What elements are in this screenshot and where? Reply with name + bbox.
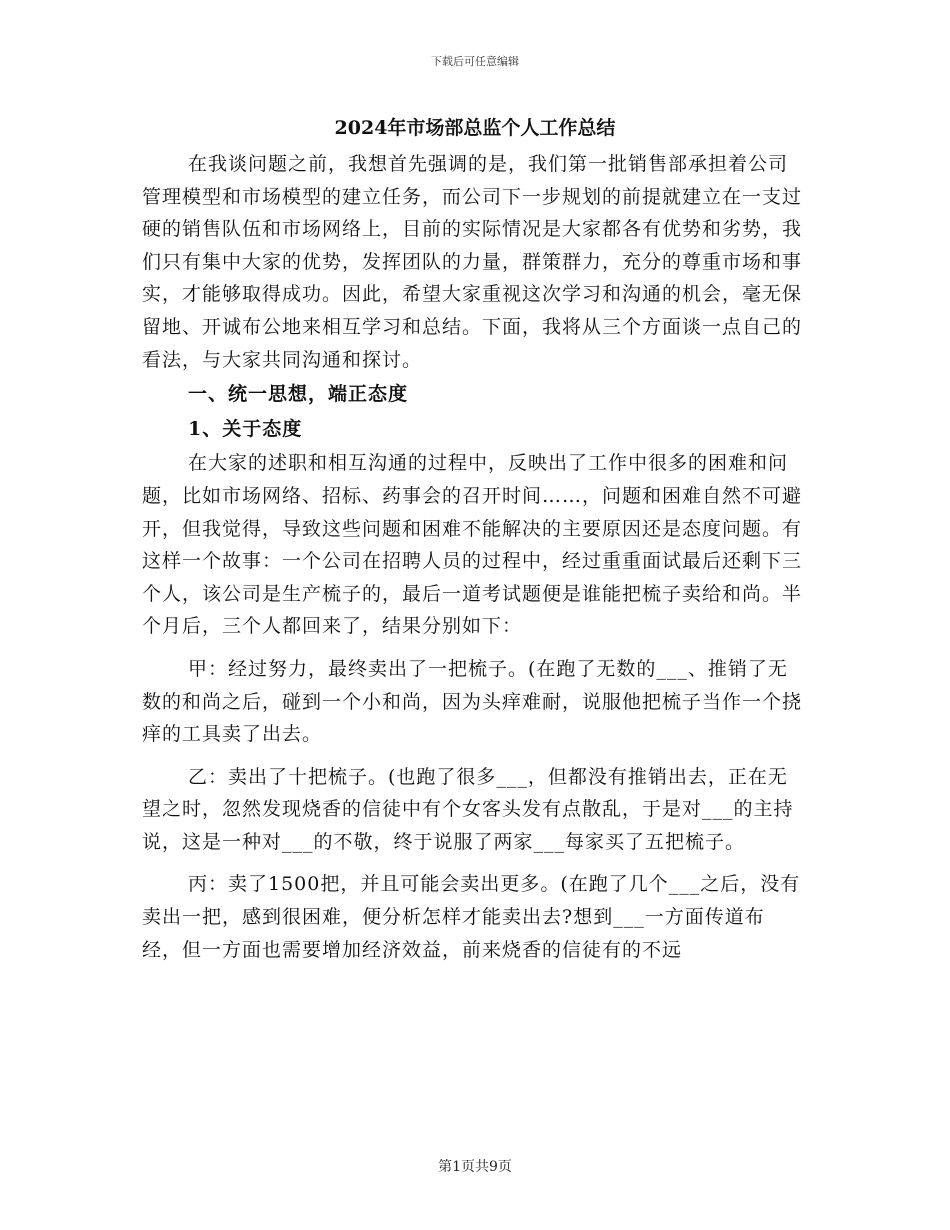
subsection-heading: 1、关于态度: [188, 417, 303, 440]
header-note: 下载后可任意编辑: [431, 55, 519, 68]
paragraph-person-c: 丙：卖了1500把，并且可能会卖出更多。(在跑了几个___之后，没有卖出一把，感到很困难，便分析怎样才能卖出去?想到___一方面传道布经，但一方面也需要增加经济效益，前来烧香的信徒有的不远: [142, 873, 801, 961]
paragraph-person-a: 甲：经过努力，最终卖出了一把梳子。(在跑了无数的___、推销了无数的和尚之后，碰到一个小和尚，因为头痒难耐，说服他把梳子当作一个挠痒的工具卖了出去。: [142, 657, 803, 746]
paragraph-attitude: 在大家的述职和相互沟通的过程中，反映出了工作中很多的困难和问题，比如市场网络、招标、药事会的召开时间……，问题和困难自然不可避开，但我觉得，导致这些问题和困难不能解决的主要原因还是态度问题。有这样一个故事：一个公司在招聘人员的过程中，经过重重面试最后还剩下三个人，该公司是生产梳子的，最后一道考试题便是谁能把梳子卖给和尚。半个月后，三个人都回来了，结果分别如下：: [142, 452, 803, 638]
document-body: [142, 148, 802, 966]
section-heading: 一、统一思想，端正态度: [188, 383, 409, 406]
page-footer: 第1页共9页: [438, 1159, 512, 1175]
document-title: 2024年市场部总监个人工作总结: [334, 117, 616, 139]
paragraph-intro: 在我谈问题之前，我想首先强调的是，我们第一批销售部承担着公司管理模型和市场模型的建立任务，而公司下一步规划的前提就建立在一支过硬的销售队伍和市场网络上，目前的实际情况是大家都各有优势和劣势，我们只有集中大家的优势，发挥团队的力量，群策群力，充分的尊重市场和事实，才能够取得成功。因此，希望大家重视这次学习和沟通的机会，毫无保留地、开诚布公地来相互学习和总结。下面，我将从三个方面谈一点自己的看法，与大家共同沟通和探讨。: [142, 153, 803, 371]
paragraph-person-b: 乙：卖出了十把梳子。(也跑了很多___，但都没有推销出去，正在无望之时，忽然发现烧香的信徒中有个女客头发有点散乱，于是对___的主持说，这是一种对___的不敬，终于说服了两家___每家买了五把梳子。: [142, 765, 794, 853]
